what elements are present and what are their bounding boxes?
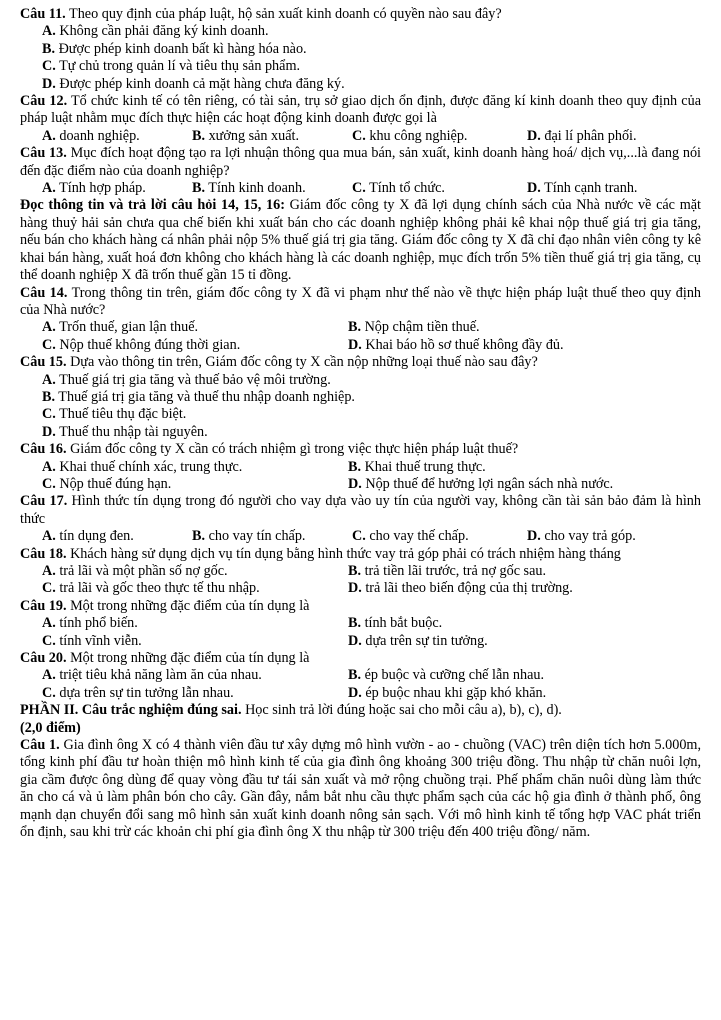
option-text: Thuế tiêu thụ đặc biệt. bbox=[55, 406, 187, 423]
question-text: Trong thông tin trên, giám đốc công ty X đã vi phạm như thế nào về thực hiện pháp luật thuế theo quy định của Nhà nước? bbox=[20, 284, 702, 318]
option-d bbox=[348, 337, 564, 354]
question-text: Hình thức tín dụng trong đó người cho vay dựa vào uy tín của người vay, không cần tài sản bảo đảm là hình thức bbox=[20, 493, 701, 527]
option-c bbox=[352, 128, 527, 145]
option-c bbox=[352, 180, 527, 197]
option-text: tính phổ biến. bbox=[55, 615, 138, 632]
options-row bbox=[20, 563, 701, 580]
option-text: Được phép kinh doanh cả mặt hàng chưa đăng ký. bbox=[55, 75, 345, 92]
option-b bbox=[348, 667, 544, 684]
option-key: A. bbox=[42, 667, 56, 684]
option-a bbox=[42, 528, 192, 545]
question-11 bbox=[20, 6, 701, 23]
option-key: C. bbox=[352, 528, 366, 545]
part-title: PHẦN II. Câu trắc nghiệm đúng sai. bbox=[20, 702, 242, 719]
question-number: Câu 14. bbox=[20, 284, 68, 301]
option-text: Nộp chậm tiền thuế. bbox=[361, 319, 480, 336]
question-number: Câu 19. bbox=[20, 597, 67, 614]
option-c bbox=[42, 337, 348, 354]
option-text: Thuế giá trị gia tăng và thuế bảo vệ môi trường. bbox=[55, 371, 331, 388]
option-text: tính vĩnh viễn. bbox=[55, 632, 142, 649]
option-key: B. bbox=[42, 40, 56, 57]
options-row bbox=[20, 319, 701, 336]
option-a bbox=[42, 615, 348, 632]
option-text: Được phép kinh doanh bất kì hàng hóa nào. bbox=[55, 40, 307, 57]
question-text: Theo quy định của pháp luật, hộ sản xuất kinh doanh có quyền nào sau đây? bbox=[65, 6, 502, 22]
option-key: D. bbox=[348, 475, 362, 492]
option-key: D. bbox=[348, 580, 362, 597]
option-c bbox=[42, 580, 348, 597]
option-key: D. bbox=[527, 528, 541, 545]
option-key: D. bbox=[42, 75, 56, 92]
options-row bbox=[20, 528, 701, 545]
option-d bbox=[20, 424, 701, 441]
option-c bbox=[42, 633, 348, 650]
option-d bbox=[527, 528, 636, 545]
option-d bbox=[348, 633, 488, 650]
option-text: cho vay tín chấp. bbox=[205, 528, 306, 545]
question-number: Câu 15. bbox=[20, 354, 67, 371]
option-key: A. bbox=[42, 371, 56, 388]
option-key: D. bbox=[348, 684, 362, 701]
score-label: (2,0 điểm) bbox=[20, 719, 81, 736]
option-b bbox=[348, 459, 486, 476]
option-key: A. bbox=[42, 563, 56, 579]
option-key: C. bbox=[42, 684, 56, 701]
option-d bbox=[527, 180, 637, 197]
option-b bbox=[348, 319, 480, 336]
options-row bbox=[20, 476, 701, 493]
options-row bbox=[20, 459, 701, 476]
option-key: C. bbox=[42, 475, 56, 492]
options-row bbox=[20, 337, 701, 354]
option-c bbox=[20, 58, 701, 75]
option-key: C. bbox=[352, 127, 366, 144]
reading-passage bbox=[20, 197, 701, 284]
question-number: Câu 1. bbox=[20, 737, 60, 754]
question-number: Câu 18. bbox=[20, 545, 67, 562]
options-row bbox=[20, 685, 701, 702]
option-a bbox=[20, 23, 701, 40]
question-text: Một trong những đặc điểm của tín dụng là bbox=[66, 650, 310, 667]
question-20 bbox=[20, 650, 701, 667]
question-19 bbox=[20, 598, 701, 615]
passage-lead: Đọc thông tin và trả lời câu hỏi 14, 15, 16: bbox=[20, 197, 285, 214]
question-number: Câu 12. bbox=[20, 93, 68, 110]
option-b bbox=[20, 389, 701, 406]
option-d bbox=[527, 128, 637, 145]
option-key: B. bbox=[348, 667, 362, 684]
option-text: Thuế giá trị gia tăng và thuế thu nhập doanh nghiệp. bbox=[55, 388, 355, 405]
option-text: dựa trên sự tin tưởng. bbox=[361, 632, 488, 649]
option-key: B. bbox=[348, 458, 362, 475]
option-key: C. bbox=[42, 580, 56, 597]
question-12 bbox=[20, 93, 701, 128]
option-b bbox=[192, 180, 352, 197]
option-key: A. bbox=[42, 528, 56, 545]
question-15 bbox=[20, 354, 701, 371]
options-row bbox=[20, 180, 701, 197]
option-key: C. bbox=[42, 336, 56, 353]
option-a bbox=[20, 372, 701, 389]
question-number: Câu 11. bbox=[20, 6, 66, 22]
option-key: A. bbox=[42, 615, 56, 632]
option-key: D. bbox=[348, 336, 362, 353]
option-key: A. bbox=[42, 180, 56, 197]
option-b bbox=[348, 563, 546, 580]
option-text: Nộp thuế đúng hạn. bbox=[55, 475, 172, 492]
question-text: Khách hàng sử dụng dịch vụ tín dụng bằng hình thức vay trả góp phải có trách nhiệm hàng tháng bbox=[66, 545, 621, 562]
option-text: Trốn thuế, gian lận thuế. bbox=[55, 319, 199, 336]
option-text: doanh nghiệp. bbox=[55, 127, 140, 144]
question-text: Một trong những đặc điểm của tín dụng là bbox=[66, 597, 310, 614]
option-key: B. bbox=[348, 563, 362, 579]
option-text: tính bắt buộc. bbox=[361, 615, 443, 632]
option-text: Không cần phải đăng ký kinh doanh. bbox=[55, 23, 269, 40]
option-text: Khai thuế trung thực. bbox=[361, 458, 486, 475]
option-key: A. bbox=[42, 319, 56, 336]
option-key: B. bbox=[348, 319, 362, 336]
option-key: C. bbox=[352, 180, 366, 197]
option-text: dựa trên sự tin tưởng lẫn nhau. bbox=[55, 684, 234, 701]
options-row bbox=[20, 615, 701, 632]
option-text: trả lãi và gốc theo thực tế thu nhập. bbox=[55, 580, 260, 597]
option-a bbox=[42, 180, 192, 197]
option-key: A. bbox=[42, 127, 56, 144]
option-text: triệt tiêu khả năng làm ăn của nhau. bbox=[55, 667, 262, 684]
option-text: đại lí phân phối. bbox=[540, 127, 637, 144]
option-a bbox=[42, 459, 348, 476]
question-14 bbox=[20, 285, 701, 320]
option-text: Tính cạnh tranh. bbox=[540, 180, 638, 197]
option-text: ép buộc nhau khi gặp khó khăn. bbox=[361, 684, 547, 701]
option-b bbox=[192, 128, 352, 145]
question-number: Câu 13. bbox=[20, 145, 67, 162]
part-instructions: Học sinh trả lời đúng hoặc sai cho mỗi câu a), b), c), d). bbox=[241, 702, 562, 719]
option-text: ép buộc và cưỡng chế lẫn nhau. bbox=[361, 667, 545, 684]
option-key: D. bbox=[348, 632, 362, 649]
option-c bbox=[42, 685, 348, 702]
question-18 bbox=[20, 546, 701, 563]
option-c bbox=[352, 528, 527, 545]
option-a bbox=[42, 128, 192, 145]
option-b bbox=[192, 528, 352, 545]
option-d bbox=[20, 76, 701, 93]
options-row bbox=[20, 667, 701, 684]
option-a bbox=[42, 319, 348, 336]
question-text: Giám đốc công ty X cần có trách nhiệm gì trong việc thực hiện pháp luật thuế? bbox=[66, 441, 519, 458]
option-text: trả lãi và một phần số nợ gốc. bbox=[55, 563, 228, 579]
option-text: cho vay thế chấp. bbox=[365, 528, 469, 545]
option-text: cho vay trả góp. bbox=[540, 528, 636, 545]
option-text: Khai thuế chính xác, trung thực. bbox=[55, 458, 243, 475]
part-score bbox=[20, 720, 701, 737]
option-text: Tính tổ chức. bbox=[365, 180, 445, 197]
option-key: B. bbox=[192, 127, 206, 144]
option-text: trả lãi theo biến động của thị trường. bbox=[361, 580, 573, 597]
question-number: Câu 17. bbox=[20, 493, 68, 510]
option-key: A. bbox=[42, 23, 56, 40]
option-c bbox=[42, 476, 348, 493]
option-key: D. bbox=[42, 423, 56, 440]
option-key: B. bbox=[348, 615, 362, 632]
question-number: Câu 20. bbox=[20, 650, 67, 667]
option-key: C. bbox=[42, 406, 56, 423]
question-17 bbox=[20, 493, 701, 528]
option-text: khu công nghiệp. bbox=[365, 127, 468, 144]
option-key: B. bbox=[42, 388, 56, 405]
question-text: Mục đích hoạt động tạo ra lợi nhuận thông qua mua bán, sản xuất, kinh doanh hàng hoá/ dịch vụ,...là đang nói đến đặc điểm nào của doanh nghiệp? bbox=[20, 145, 701, 179]
option-text: Tính hợp pháp. bbox=[55, 180, 146, 197]
option-a bbox=[42, 563, 348, 580]
passage-text: Giám đốc công ty X đã lợi dụng chính sách của Nhà nước về các mặt hàng thuỷ hải sản chưa qua chế biến khi xuất bán cho các doanh nghiệp không phải kê khai nộp thuế giá trị gia tăng, nếu bán cho khách hàng cá nhân phải nộp 5% thuế giá trị gia tăng. Giám đốc công ty X đã chỉ đạo nhân viên công ty kê khai bán hàng, xuất hoá đơn không cho khách hàng là các doanh nghiệp, mục đích trốn 5% tiền thuế giá trị gia tăng, cụ thể doanh nghiệp X đã trốn thuế gần 15 tỉ đồng. bbox=[20, 197, 701, 284]
option-text: trả tiền lãi trước, trả nợ gốc sau. bbox=[361, 563, 547, 579]
option-a bbox=[42, 667, 348, 684]
option-c bbox=[20, 406, 701, 423]
option-key: C. bbox=[42, 58, 56, 75]
option-d bbox=[348, 685, 546, 702]
option-text: Khai báo hồ sơ thuế không đầy đủ. bbox=[361, 336, 564, 353]
question-text: Gia đình ông X có 4 thành viên đầu tư xây dựng mô hình vườn - ao - chuồng (VAC) trên diện tích hơn 5.000m, tổng kinh phí đầu tư hoàn thiện mô hình kinh tế của gia đình ông khoảng 300 triệu đồng. Thu nhập từ chăn nuôi lợn, gia cầm được ông dùng để quay vòng đầu tư tái sản xuất và mở rộng chuồng trại. Phế phẩm chăn nuôi dùng làm thức ăn cho cá và ủ làm phân bón cho cây. Gần đây, nắm bắt nhu cầu thực phẩm sạch của các hộ gia đình ở thành phố, ông mạnh dạn chuyển đổi sang mô hình sản xuất kinh doanh nông sản sạch. Với mô hình kinh tế tổng hợp VAC phát triển ổn định, sau khi trừ các khoản chi phí gia đình ông X thu nhập từ 300 triệu đến 400 triệu đồng/ năm. bbox=[20, 737, 701, 841]
option-key: C. bbox=[42, 632, 56, 649]
question-13 bbox=[20, 145, 701, 180]
options-row bbox=[20, 580, 701, 597]
option-text: Nộp thuế để hưởng lợi ngân sách nhà nước. bbox=[361, 475, 614, 492]
option-text: tín dụng đen. bbox=[55, 528, 134, 545]
options-row bbox=[20, 633, 701, 650]
options-row bbox=[20, 128, 701, 145]
question-number: Câu 16. bbox=[20, 441, 67, 458]
part-2-heading bbox=[20, 702, 701, 719]
option-key: D. bbox=[527, 127, 541, 144]
option-text: Thuế thu nhập tài nguyên. bbox=[55, 423, 208, 440]
option-text: Nộp thuế không đúng thời gian. bbox=[55, 336, 241, 353]
question-text: Tổ chức kinh tế có tên riêng, có tài sản, trụ sở giao dịch ổn định, được đăng kí kinh doanh theo quy định của pháp luật nhằm mục đích thực hiện các hoạt động kinh doanh được gọi là bbox=[20, 93, 701, 127]
option-key: D. bbox=[527, 180, 541, 197]
part-2-question-1 bbox=[20, 737, 701, 841]
option-text: xưởng sản xuất. bbox=[205, 127, 300, 144]
option-d bbox=[348, 580, 573, 597]
question-16 bbox=[20, 441, 701, 458]
option-key: A. bbox=[42, 458, 56, 475]
option-b bbox=[20, 41, 701, 58]
option-key: B. bbox=[192, 528, 206, 545]
option-text: Tính kinh doanh. bbox=[205, 180, 306, 197]
option-b bbox=[348, 615, 442, 632]
question-text: Dựa vào thông tin trên, Giám đốc công ty X cần nộp những loại thuế nào sau đây? bbox=[66, 354, 538, 371]
option-d bbox=[348, 476, 613, 493]
option-key: B. bbox=[192, 180, 206, 197]
option-text: Tự chủ trong quản lí và tiêu thụ sản phẩm. bbox=[55, 58, 301, 75]
